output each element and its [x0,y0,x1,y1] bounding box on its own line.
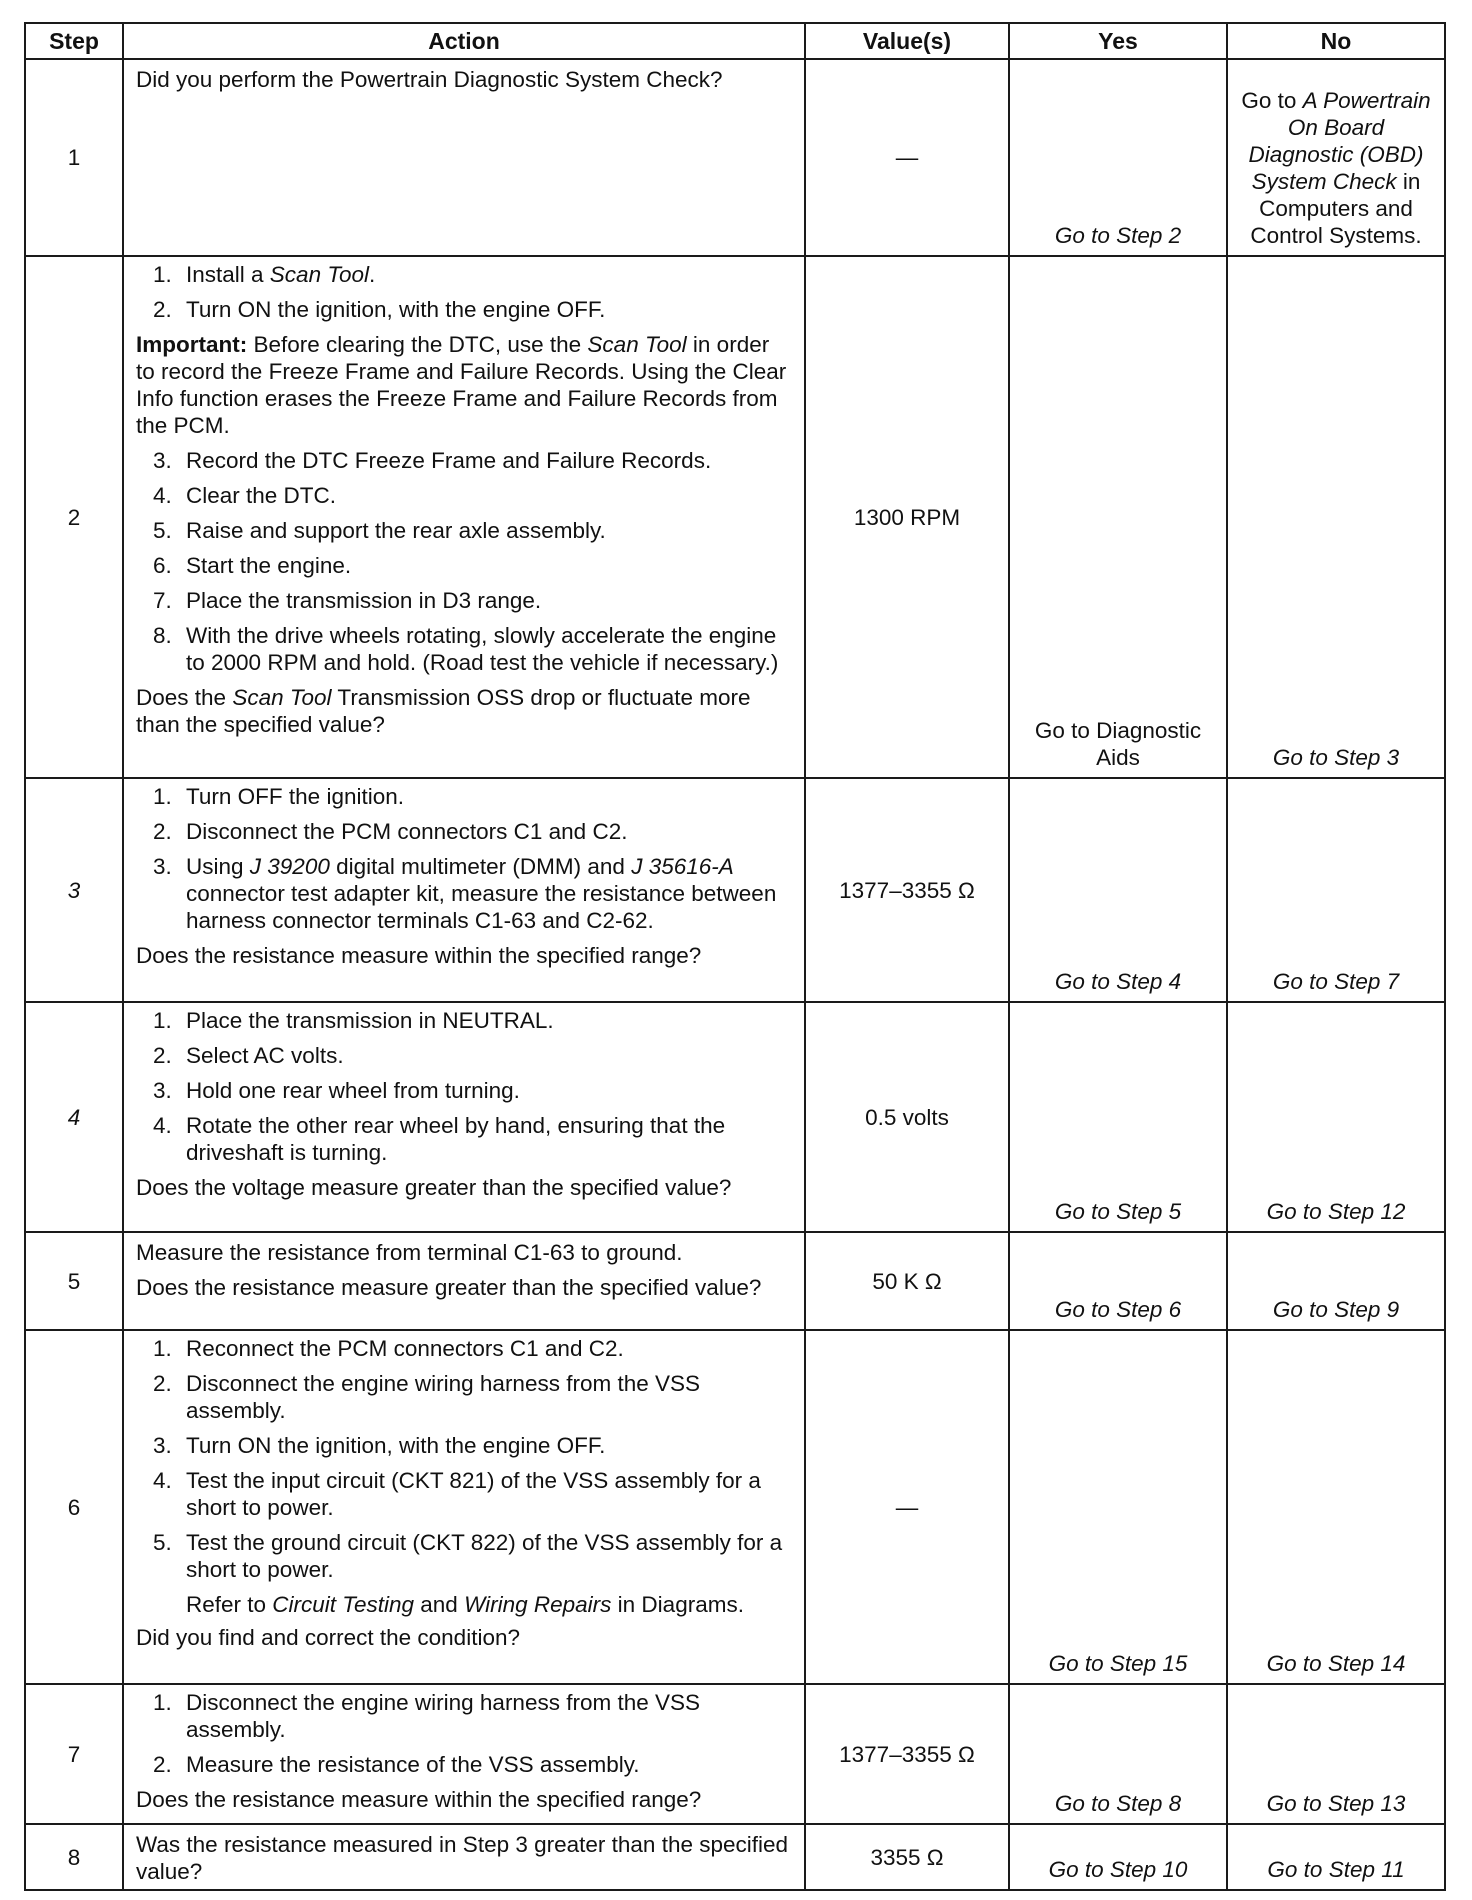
step-number: 3 [25,778,123,1002]
value-cell: 1377–3355 Ω [805,1684,1009,1824]
action-cell [123,59,805,256]
action-cell [123,1232,805,1330]
action-steps [136,261,792,323]
no-cell: Go to Step 14 [1227,1330,1445,1684]
action-step: 2. Disconnect the PCM connectors C1 and C2. [178,818,792,845]
header-no: No [1227,23,1445,59]
value-cell: 50 K Ω [805,1232,1009,1330]
no-link: A Powertrain On Board Diagnostic (OBD) System Check [1248,88,1431,194]
action-step: 5. Test the ground circuit (CKT 822) of the VSS assembly for a short to power. [178,1529,792,1583]
value-cell: 1300 RPM [805,256,1009,778]
value-cell: 1377–3355 Ω [805,778,1009,1002]
action-step: 4. Rotate the other rear wheel by hand, ensuring that the driveshaft is turning. [178,1112,792,1166]
action-steps [136,1007,792,1166]
action-step: 2. Select AC volts. [178,1042,792,1069]
action-step: 6. Start the engine. [178,552,792,579]
action-text: Measure the resistance from terminal C1-63 to ground. [136,1240,683,1265]
step-number: 7 [25,1684,123,1824]
no-cell: Go to Step 11 [1227,1824,1445,1890]
table-row [25,1330,1445,1684]
action-steps [136,447,792,676]
action-step: 4. Clear the DTC. [178,482,792,509]
action-step: 4. Test the input circuit (CKT 821) of the VSS assembly for a short to power. [178,1467,792,1521]
action-step: 1. Turn OFF the ignition. [178,783,792,810]
table-row [25,1824,1445,1890]
yes-cell: Go to Step 2 [1009,59,1227,256]
action-step: 1. Disconnect the engine wiring harness from the VSS assembly. [178,1689,792,1743]
action-cell [123,1824,805,1890]
step-number: 2 [25,256,123,778]
value-cell: — [805,59,1009,256]
header-row [25,23,1445,59]
yes-cell: Go to Step 10 [1009,1824,1227,1890]
action-steps [136,1335,792,1583]
table-row [25,1002,1445,1232]
header-yes: Yes [1009,23,1227,59]
action-step: 2. Measure the resistance of the VSS assembly. [178,1751,792,1778]
header-action: Action [123,23,805,59]
no-cell: Go to Step 3 [1227,256,1445,778]
action-step: 8. With the drive wheels rotating, slowly accelerate the engine to 2000 RPM and hold. (Road test the vehicle if necessary.) [178,622,792,676]
action-question: Does the Scan Tool Transmission OSS drop or fluctuate more than the specified value? [136,685,751,737]
no-prefix: Go to [1241,88,1303,113]
step-number: 1 [25,59,123,256]
yes-cell: Go to Step 4 [1009,778,1227,1002]
header-values: Value(s) [805,23,1009,59]
step-number: 4 [25,1002,123,1232]
action-step: 7. Place the transmission in D3 range. [178,587,792,614]
step-number: 8 [25,1824,123,1890]
action-step: 1. Place the transmission in NEUTRAL. [178,1007,792,1034]
table-row [25,778,1445,1002]
no-suffix: in Computers and Control Systems. [1250,169,1422,248]
reference-note: Refer to Circuit Testing and Wiring Repairs in Diagrams. [186,1592,744,1617]
yes-cell: Go to Step 6 [1009,1232,1227,1330]
step-number: 6 [25,1330,123,1684]
action-step: 2. Turn ON the ignition, with the engine OFF. [178,296,792,323]
action-step: 1. Reconnect the PCM connectors C1 and C2. [178,1335,792,1362]
value-cell: 0.5 volts [805,1002,1009,1232]
yes-cell: Go to Step 15 [1009,1330,1227,1684]
action-step: 3. Hold one rear wheel from turning. [178,1077,792,1104]
action-cell [123,1330,805,1684]
yes-cell: Go to Step 5 [1009,1002,1227,1232]
value-cell: — [805,1330,1009,1684]
action-question: Does the resistance measure within the specified range? [136,943,702,968]
action-step: 3. Record the DTC Freeze Frame and Failure Records. [178,447,792,474]
important-note: Important: Before clearing the DTC, use the Scan Tool in order to record the Freeze Frame and Failure Records. Using the Clear Info function erases the Freeze Frame and Failure Records from the PCM. [136,332,787,438]
table-row [25,59,1445,256]
action-step: 5. Raise and support the rear axle assembly. [178,517,792,544]
no-cell [1227,59,1445,256]
action-cell [123,256,805,778]
no-cell: Go to Step 13 [1227,1684,1445,1824]
action-steps [136,783,792,934]
no-cell: Go to Step 7 [1227,778,1445,1002]
action-question: Did you find and correct the condition? [136,1625,520,1650]
action-step: 2. Disconnect the engine wiring harness from the VSS assembly. [178,1370,792,1424]
no-cell: Go to Step 9 [1227,1232,1445,1330]
action-question: Does the voltage measure greater than the specified value? [136,1175,732,1200]
table-row [25,1684,1445,1824]
no-cell: Go to Step 12 [1227,1002,1445,1232]
action-question: Does the resistance measure within the specified range? [136,1787,702,1812]
action-question: Did you perform the Powertrain Diagnostic System Check? [136,67,723,92]
action-question: Was the resistance measured in Step 3 greater than the specified value? [136,1832,789,1884]
diagnostic-table [24,22,1446,1891]
yes-cell: Go to Diagnostic Aids [1009,256,1227,778]
header-step: Step [25,23,123,59]
value-cell: 3355 Ω [805,1824,1009,1890]
action-steps [136,1689,792,1778]
action-step: 3. Turn ON the ignition, with the engine OFF. [178,1432,792,1459]
table-row [25,256,1445,778]
action-question: Does the resistance measure greater than the specified value? [136,1275,762,1300]
step-number: 5 [25,1232,123,1330]
action-step: 1. Install a Scan Tool. [178,261,792,288]
action-step: 3. Using J 39200 digital multimeter (DMM) and J 35616-A connector test adapter kit, measure the resistance between harness connector terminals C1-63 and C2-62. [178,853,792,934]
action-cell [123,1002,805,1232]
action-cell [123,778,805,1002]
table-row [25,1232,1445,1330]
yes-cell: Go to Step 8 [1009,1684,1227,1824]
action-cell [123,1684,805,1824]
